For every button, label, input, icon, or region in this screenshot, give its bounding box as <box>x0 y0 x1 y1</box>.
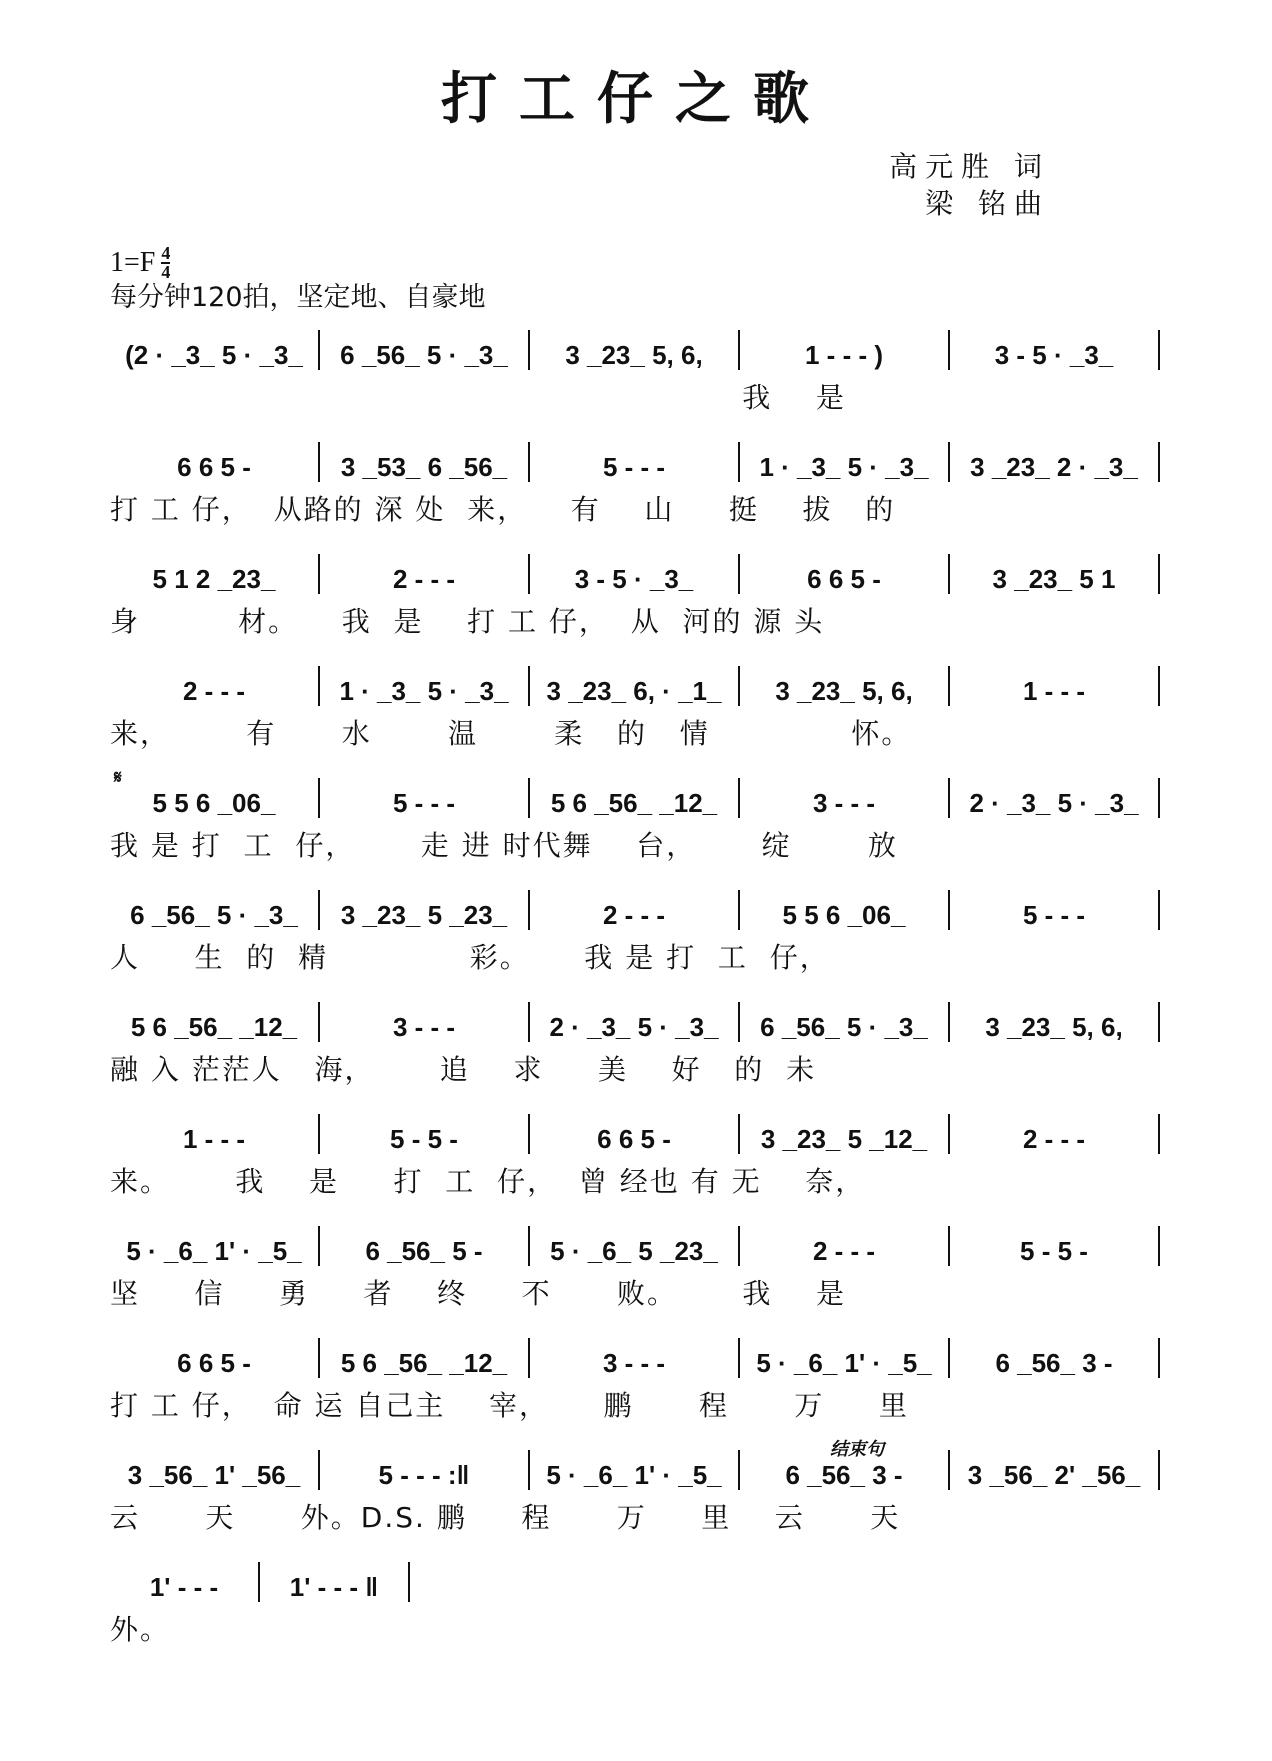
song-title: 打工仔之歌 <box>441 66 831 132</box>
measure: 5 - 5 - <box>1020 1236 1088 1266</box>
measure: 6 _56_ 5 - <box>365 1236 483 1266</box>
notes-line <box>110 1104 1160 1154</box>
score-row <box>110 656 1160 750</box>
notes-line <box>110 880 1160 930</box>
measure: 3 _23_ 5 1 <box>992 564 1116 594</box>
measure: 6 6 5 - <box>807 564 881 594</box>
measure: 6 _56_ 5 · _3_ <box>760 1012 928 1042</box>
measure: 6 6 5 - <box>177 1348 251 1378</box>
barline <box>1158 330 1160 370</box>
measure: 6 _56_ 5 · _3_ <box>130 900 298 930</box>
measure: 1 · _3_ 5 · _3_ <box>759 452 929 482</box>
notes-line <box>110 656 1160 706</box>
measure: 6 _56_ 3 - <box>785 1460 903 1490</box>
measure: 2 - - - <box>1022 1124 1086 1154</box>
measure: 3 _23_ 5, 6, <box>985 1012 1123 1042</box>
measure: 5 · _6_ 1' · _5_ <box>546 1460 722 1490</box>
barline <box>1158 554 1160 594</box>
notes-line <box>110 1328 1160 1378</box>
measure: (2 · _3_ 5 · _3_ <box>125 340 303 370</box>
lyric-line: 打 工 仔， 命 运 自己主 宰， 鹏 程 万 里 <box>110 1389 909 1422</box>
composer-credit: 梁 铭曲 <box>925 187 1050 220</box>
measure: 5 - - - <box>392 788 456 818</box>
measure: 3 - - - <box>392 1012 456 1042</box>
measure: 1 · _3_ 5 · _3_ <box>339 676 509 706</box>
notes-line <box>110 1216 1160 1266</box>
score-row <box>110 1216 1160 1310</box>
measure: 2 - - - <box>392 564 456 594</box>
key-signature <box>110 245 170 281</box>
measure: 5 · _6_ 5 _23_ <box>550 1236 718 1266</box>
time-signature <box>161 245 170 281</box>
notes-line <box>110 320 1160 370</box>
measure: 3 _23_ 5 _23_ <box>340 900 508 930</box>
measure: 3 - - - <box>602 1348 666 1378</box>
measure: 5 1 2 _23_ <box>152 564 276 594</box>
notes-line <box>110 1440 1160 1490</box>
measure: 5 - - - <box>602 452 666 482</box>
measure: 5 - - - <box>1022 900 1086 930</box>
score-row <box>110 320 1160 414</box>
measure: 5 6 _56_ _12_ <box>340 1348 508 1378</box>
measure: 3 _23_ 6, · _1_ <box>546 676 722 706</box>
barline <box>1158 1002 1160 1042</box>
measure: 3 _23_ 5 _12_ <box>760 1124 928 1154</box>
measure: 3 - 5 · _3_ <box>574 564 694 594</box>
measure: 5 · _6_ 1' · _5_ <box>756 1348 932 1378</box>
lyric-line: 身 材。 我 是 打 工 仔， 从 河的 源 头 <box>110 605 825 638</box>
measure: 3 _56_ 1' _56_ <box>127 1460 301 1490</box>
lyric-line: 来。 我 是 打 工 仔， 曾 经也 有 无 奈， <box>110 1165 866 1198</box>
barline <box>1158 1338 1160 1378</box>
score-row <box>110 1552 410 1646</box>
measure: 1 - - - ) <box>805 340 883 370</box>
measure: 3 - 5 · _3_ <box>994 340 1114 370</box>
barline <box>1158 442 1160 482</box>
measure: 5 6 _56_ _12_ <box>130 1012 298 1042</box>
time-top: 4 <box>161 243 171 263</box>
measure: 2 - - - <box>182 676 246 706</box>
barline <box>1158 666 1160 706</box>
measure: 1 - - - <box>182 1124 246 1154</box>
measure: 3 _23_ 5, 6, <box>565 340 703 370</box>
measure: 5 5 6 _06_ <box>152 788 276 818</box>
lyricist-credit: 高元胜 词 <box>889 150 1050 183</box>
notes-line <box>110 432 1160 482</box>
measure: 2 · _3_ 5 · _3_ <box>549 1012 719 1042</box>
score-row <box>110 432 1160 526</box>
score-row <box>110 1104 1160 1198</box>
key-label: 1=F <box>110 247 156 278</box>
notes-line <box>110 768 1160 818</box>
measure: 2 · _3_ 5 · _3_ <box>969 788 1139 818</box>
barline <box>1158 1450 1160 1490</box>
notes-line <box>110 992 1160 1042</box>
measure: 2 - - - <box>812 1236 876 1266</box>
measure: 6 6 5 - <box>597 1124 671 1154</box>
lyric-line: 我 是 <box>110 381 846 414</box>
measure: 3 _23_ 5, 6, <box>775 676 913 706</box>
barline <box>1158 1114 1160 1154</box>
score-row <box>110 768 1160 862</box>
lyric-line: 云 天 外。D.S. 鹏 程 万 里 云 天 <box>110 1501 901 1534</box>
score-row <box>110 1440 1160 1534</box>
measure: 3 - - - <box>812 788 876 818</box>
measure: 2 - - - <box>602 900 666 930</box>
lyric-line: 来， 有 水 温 柔 的 情 怀。 <box>110 717 912 750</box>
measure: 5 5 6 _06_ <box>782 900 906 930</box>
notes-line <box>110 1552 410 1602</box>
barline <box>408 1562 410 1602</box>
tempo-marking: 每分钟120拍，坚定地、自豪地 <box>110 282 486 313</box>
score-row <box>110 544 1160 638</box>
measure: 1' - - - ‖ <box>289 1572 379 1602</box>
barline <box>1158 778 1160 818</box>
measure: 5 6 _56_ _12_ <box>550 788 718 818</box>
measure: 1' - - - <box>149 1572 219 1602</box>
lyric-line: 融 入 茫茫人 海， 追 求 美 好 的 未 <box>110 1053 817 1086</box>
measure: 6 _56_ 3 - <box>995 1348 1113 1378</box>
measure: 3 _56_ 2' _56_ <box>967 1460 1141 1490</box>
measure: 6 _56_ 5 · _3_ <box>340 340 508 370</box>
lyric-line: 人 生 的 精 彩。 我 是 打 工 仔， <box>110 941 830 974</box>
lyric-line: 打 工 仔， 从路的 深 处 来， 有 山 挺 拔 的 <box>110 493 896 526</box>
lyric-line: 外。 <box>110 1613 171 1646</box>
score-row <box>110 880 1160 974</box>
measure: 6 6 5 - <box>177 452 251 482</box>
lyric-line: 坚 信 勇 者 终 不 败。 我 是 <box>110 1277 847 1310</box>
barline <box>1158 890 1160 930</box>
measure: 1 - - - <box>1022 676 1086 706</box>
measure: 3 _23_ 2 · _3_ <box>970 452 1138 482</box>
lyric-line: 我 是 打 工 仔， 走 进 时代舞 台， 绽 放 <box>110 829 898 862</box>
time-bottom: 4 <box>161 262 171 282</box>
score-row <box>110 992 1160 1086</box>
score-row <box>110 1328 1160 1422</box>
barline <box>1158 1226 1160 1266</box>
measure: 5 · _6_ 1' · _5_ <box>126 1236 302 1266</box>
ending-annotation: 结束句 <box>830 1439 884 1459</box>
measure: 5 - - - :‖ <box>378 1460 470 1490</box>
measure: 5 - 5 - <box>390 1124 458 1154</box>
segno-sign: 𝄋 <box>114 767 122 787</box>
notes-line <box>110 544 1160 594</box>
measure: 3 _53_ 6 _56_ <box>340 452 508 482</box>
